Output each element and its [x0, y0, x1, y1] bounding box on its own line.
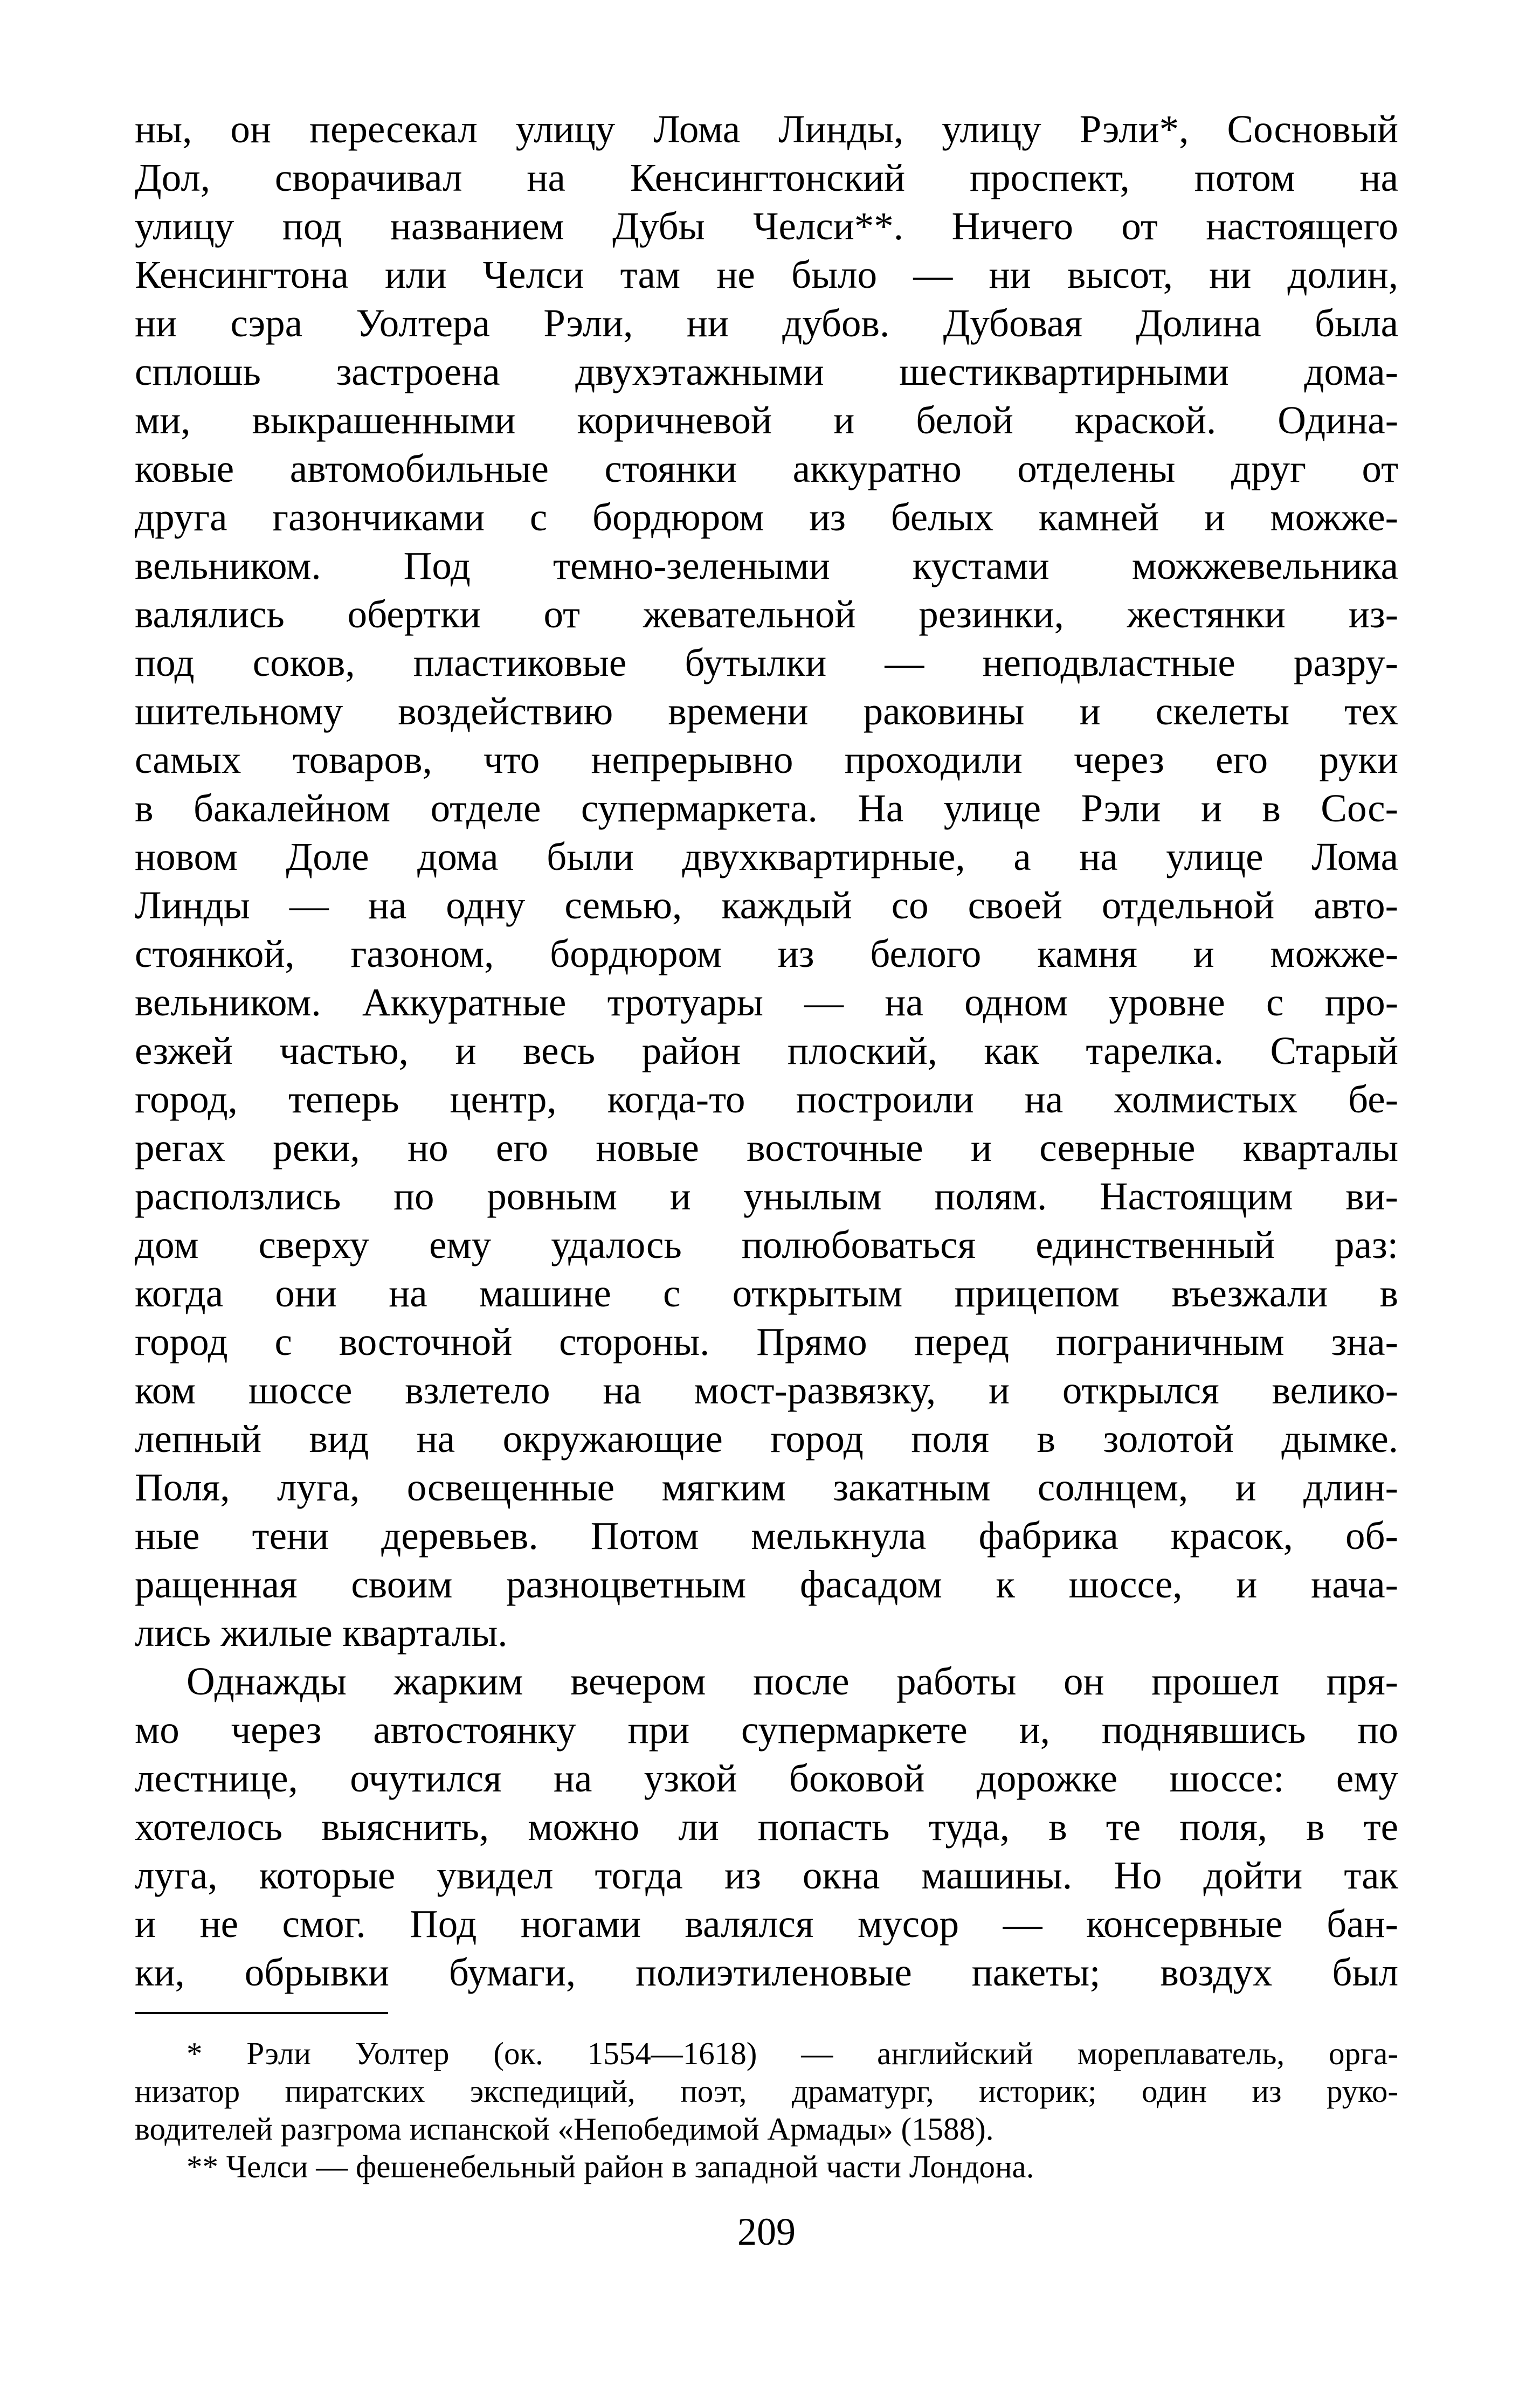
text-line: под соков, пластиковые бутылки — неподвластные разру- [135, 641, 1398, 684]
paragraph-1 [135, 105, 1398, 1657]
text-line: расползлись по ровным и унылым полям. Настоящим ви- [135, 1174, 1398, 1218]
text-line: шительному воздействию времени раковины и скелеты тех [135, 689, 1398, 733]
footnote-2 [135, 2148, 1398, 2185]
text-line: вельником. Аккуратные тротуары — на одном уровне с про- [135, 980, 1398, 1024]
text-line: мо через автостоянку при супермаркете и, поднявшись по [135, 1708, 1398, 1752]
text-line: город с восточной стороны. Прямо перед пограничным зна- [135, 1320, 1398, 1364]
text-line: лепный вид на окружающие город поля в золотой дымке. [135, 1417, 1398, 1461]
text-line: ные тени деревьев. Потом мелькнула фабрика красок, об- [135, 1514, 1398, 1558]
text-line: лись жилые кварталы. [135, 1611, 508, 1655]
text-line: ны, он пересекал улицу Лома Линды, улицу Рэли*, Сосновый [135, 107, 1398, 151]
text-line: друга газончиками с бордюром из белых камней и можже- [135, 495, 1398, 539]
text-line: улицу под названием Дубы Челси**. Ничего от настоящего [135, 204, 1398, 248]
text-line: когда они на машине с открытым прицепом въезжали в [135, 1271, 1398, 1315]
text-line: Кенсингтона или Челси там не было — ни высот, ни долин, [135, 253, 1398, 296]
text-line: новом Доле дома были двухквартирные, а на улице Лома [135, 835, 1398, 878]
footnote-line: водителей разгрома испанской «Непобедимой Армады» (1588). [135, 2111, 994, 2147]
text-line: Однажды жарким вечером после работы он прошел пря- [187, 1659, 1398, 1703]
footnote-line: ** Челси — фешенебельный район в западной части Лондона. [187, 2149, 1034, 2184]
text-line: хотелось выяснить, можно ли попасть туда, в те поля, в те [135, 1805, 1398, 1849]
text-line: валялись обертки от жевательной резинки, жестянки из- [135, 592, 1398, 636]
text-line: самых товаров, что непрерывно проходили через его руки [135, 738, 1398, 781]
text-line: и не смог. Под ногами валялся мусор — консервные бан- [135, 1902, 1398, 1946]
footnotes [135, 2035, 1398, 2185]
text-line: дом сверху ему удалось полюбоваться единственный раз: [135, 1223, 1398, 1267]
text-line: ми, выкрашенными коричневой и белой краской. Одина- [135, 398, 1398, 442]
text-line: стоянкой, газоном, бордюром из белого камня и можже- [135, 932, 1398, 975]
text-line: езжей частью, и весь район плоский, как тарелка. Старый [135, 1029, 1398, 1072]
text-line: Дол, сворачивал на Кенсингтонский проспект, потом на [135, 156, 1398, 199]
page-number: 209 [737, 2210, 796, 2253]
text-line: в бакалейном отделе супермаркета. На улице Рэли и в Сос- [135, 786, 1398, 830]
text-line: Линды — на одну семью, каждый со своей отдельной авто- [135, 883, 1398, 927]
footnote-line: * Рэли Уолтер (ок. 1554—1618) — английский мореплаватель, орга- [187, 2036, 1398, 2071]
footnote-line: низатор пиратских экспедиций, поэт, драматург, историк; один из руко- [135, 2073, 1398, 2109]
text-line: регах реки, но его новые восточные и северные кварталы [135, 1126, 1398, 1170]
text-line: ки, обрывки бумаги, полиэтиленовые пакеты; воздух был [135, 1950, 1398, 1994]
text-line: ращенная своим разноцветным фасадом к шоссе, и нача- [135, 1562, 1398, 1606]
text-line: сплошь застроена двухэтажными шестиквартирными дома- [135, 350, 1398, 393]
footnote-divider [135, 2012, 388, 2014]
text-line: лестнице, очутился на узкой боковой дорожке шоссе: ему [135, 1756, 1398, 1800]
text-line: город, теперь центр, когда-то построили на холмистых бе- [135, 1077, 1398, 1121]
text-line: луга, которые увидел тогда из окна машины. Но дойти так [135, 1853, 1398, 1897]
text-line: ком шоссе взлетело на мост-развязку, и открылся велико- [135, 1368, 1398, 1412]
paragraph-2 [135, 1657, 1398, 1997]
footnote-1 [135, 2035, 1398, 2148]
text-line: вельником. Под темно-зелеными кустами можжевельника [135, 544, 1398, 587]
text-line: ковые автомобильные стоянки аккуратно отделены друг от [135, 447, 1398, 490]
text-line: ни сэра Уолтера Рэли, ни дубов. Дубовая Долина была [135, 301, 1398, 345]
main-text [135, 105, 1398, 1997]
text-line: Поля, луга, освещенные мягким закатным солнцем, и длин- [135, 1465, 1398, 1509]
